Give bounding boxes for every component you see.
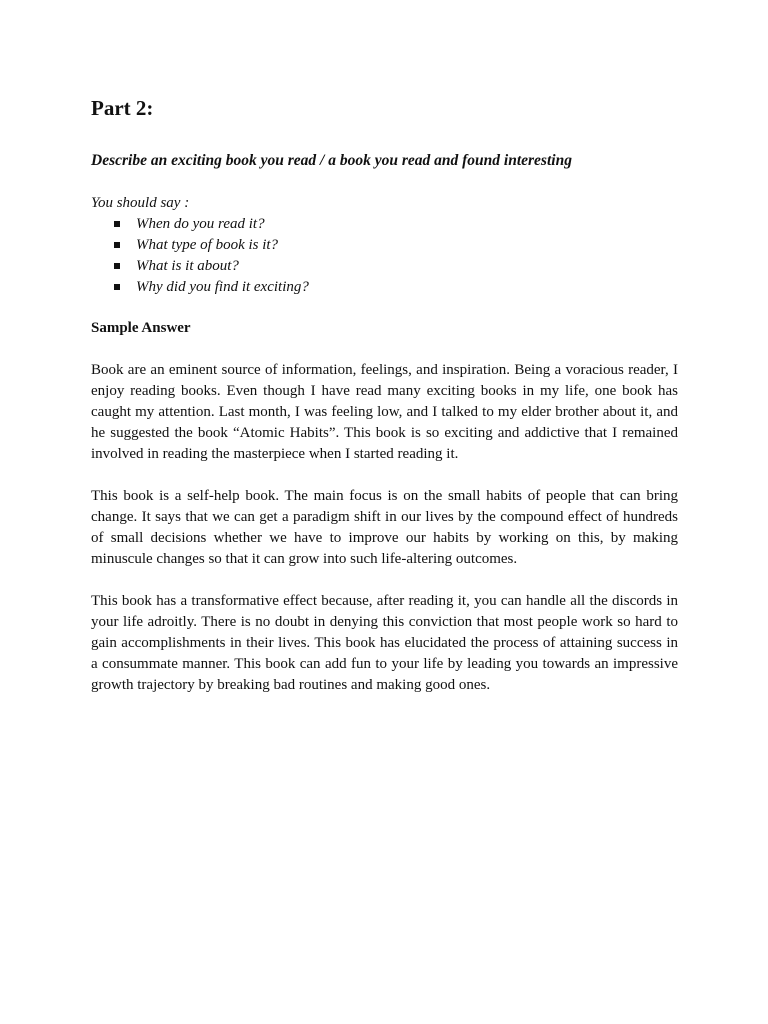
answer-paragraph: This book has a transformative effect because, after reading it, you can handle all the discords in your life adroitly. There is no doubt in denying this conviction that most people work so hard to gain accomplishments in their lives. This book has elucidated the process of attaining success in a consummate manner. This book can add fun to your life by leading you towards an impressive growth trajectory by breaking bad routines and making good ones. xyxy=(91,593,678,693)
cue-list xyxy=(91,214,678,298)
cue-text: What is it about? xyxy=(136,258,239,274)
document-page xyxy=(91,94,678,696)
cue-text: Why did you find it exciting? xyxy=(136,279,309,295)
cue-item xyxy=(91,235,678,256)
part-title: Part 2: xyxy=(91,96,154,120)
prompt-title: Describe an exciting book you read / a book you read and found interesting xyxy=(91,152,572,169)
should-say-label: You should say : xyxy=(91,195,190,211)
square-bullet-icon xyxy=(114,221,120,227)
sample-answer-heading: Sample Answer xyxy=(91,320,191,336)
answer-paragraph: Book are an eminent source of information, feelings, and inspiration. Being a voracious reader, I enjoy reading books. Even though I have read many exciting books in my life, one book has caught my attention. Last month, I was feeling low, and I talked to my elder brother about it, and he suggested the book “Atomic Habits”. This book is so exciting and addictive that I remained involved in reading the masterpiece when I started reading it. xyxy=(91,362,678,462)
cue-item xyxy=(91,256,678,277)
cue-item xyxy=(91,214,678,235)
answer-paragraph: This book is a self-help book. The main focus is on the small habits of people that can bring change. It says that we can get a paradigm shift in our lives by the compound effect of hundreds of small decisions whether we have to improve our habits by working on this, by making minuscule changes so that it can grow into such life-altering outcomes. xyxy=(91,488,678,567)
cue-text: When do you read it? xyxy=(136,216,265,232)
cue-item xyxy=(91,277,678,298)
square-bullet-icon xyxy=(114,263,120,269)
cue-text: What type of book is it? xyxy=(136,237,279,253)
square-bullet-icon xyxy=(114,284,120,290)
square-bullet-icon xyxy=(114,242,120,248)
